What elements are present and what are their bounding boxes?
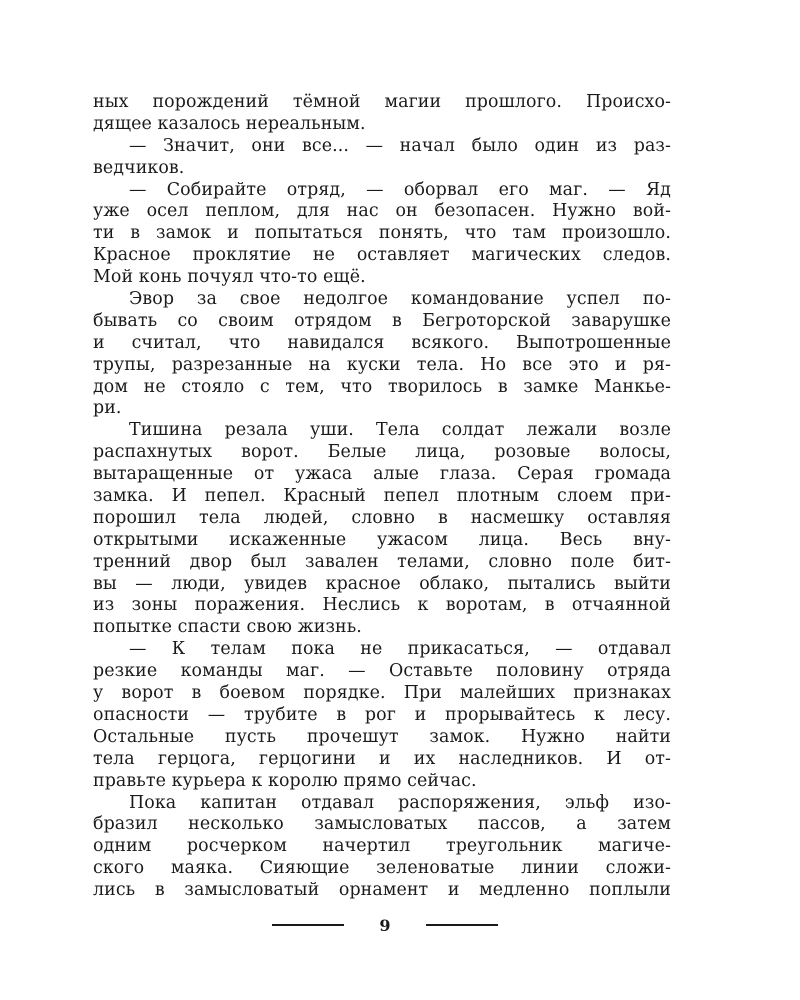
text-line: открытыми искаженные ужасом лица. Весь вну- [93, 529, 671, 550]
text-line: ти в замок и попытаться понять, что там произошло. [93, 223, 671, 244]
text-line: ри. [93, 398, 122, 419]
text-line: опасности — трубите в рог и прорывайтесь к лесу. [93, 704, 671, 725]
text-line: тренний двор был завален телами, словно поле бит- [93, 551, 671, 572]
text-line: ского маяка. Сияющие зеленоватые линии сложи- [93, 858, 671, 879]
text-line: бразил несколько замысловатых пассов, а затем [93, 814, 671, 835]
text-line: тела герцога, герцогини и их наследников. И от- [93, 748, 671, 769]
text-line: Остальные пусть прочешут замок. Нужно найти [93, 726, 671, 747]
text-line: Эвор за свое недолгое командование успел по- [129, 289, 671, 310]
text-line: Красное проклятие не оставляет магических следов. [93, 245, 671, 266]
page-number: 9 [379, 915, 391, 935]
text-line: трупы, разрезанные на куски тела. Но все это и ря- [93, 354, 671, 375]
text-line: Мой конь почуял что-то ещё. [93, 267, 366, 288]
page-footer [272, 914, 498, 936]
text-line: ведчиков. [93, 157, 185, 178]
text-line: лись в замысловатый орнамент и медленно поплыли [93, 880, 671, 901]
text-line: и считал, что навидался всякого. Выпотрошенные [93, 332, 671, 353]
text-line: Пока капитан отдавал распоряжения, эльф изо- [129, 792, 671, 813]
text-line: правьте курьера к королю прямо сейчас. [93, 770, 477, 791]
text-line: — Значит, они все... — начал было один из раз- [129, 135, 671, 156]
text-line: резкие команды маг. — Оставьте половину отряда [93, 661, 671, 682]
footer-rule-left [272, 924, 344, 926]
page-text [93, 92, 671, 902]
text-line: замка. И пепел. Красный пепел плотным слоем при- [93, 486, 671, 507]
text-line: — Собирайте отряд, — оборвал его маг. — Яд [129, 179, 671, 200]
footer-rule-right [426, 924, 498, 926]
text-line: Тишина резала уши. Тела солдат лежали возле [129, 420, 671, 441]
text-line: из зоны поражения. Неслись к воротам, в отчаянной [93, 595, 671, 616]
text-line: порошил тела людей, словно в насмешку оставляя [93, 507, 671, 528]
text-line: распахнутых ворот. Белые лица, розовые волосы, [93, 442, 671, 463]
text-line: уже осел пеплом, для нас он безопасен. Нужно вой- [93, 201, 671, 222]
text-line: попытке спасти свою жизнь. [93, 617, 362, 638]
text-line: бывать со своим отрядом в Бегроторской заварушке [93, 310, 671, 331]
text-line: у ворот в боевом порядке. При малейших признаках [93, 683, 671, 704]
text-line: вы — люди, увидев красное облако, пытались выйти [93, 573, 671, 594]
text-line: одним росчерком начертил треугольник магиче- [93, 836, 671, 857]
text-line: дящее казалось нереальным. [93, 113, 366, 134]
text-line: ных порождений тёмной магии прошлого. Происхо- [93, 92, 671, 112]
text-line: дом не стояло с тем, что творилось в замке Манкье- [93, 376, 671, 397]
text-line: вытаращенные от ужаса алые глаза. Серая громада [93, 464, 671, 485]
text-line: — К телам пока не прикасаться, — отдавал [129, 639, 671, 660]
